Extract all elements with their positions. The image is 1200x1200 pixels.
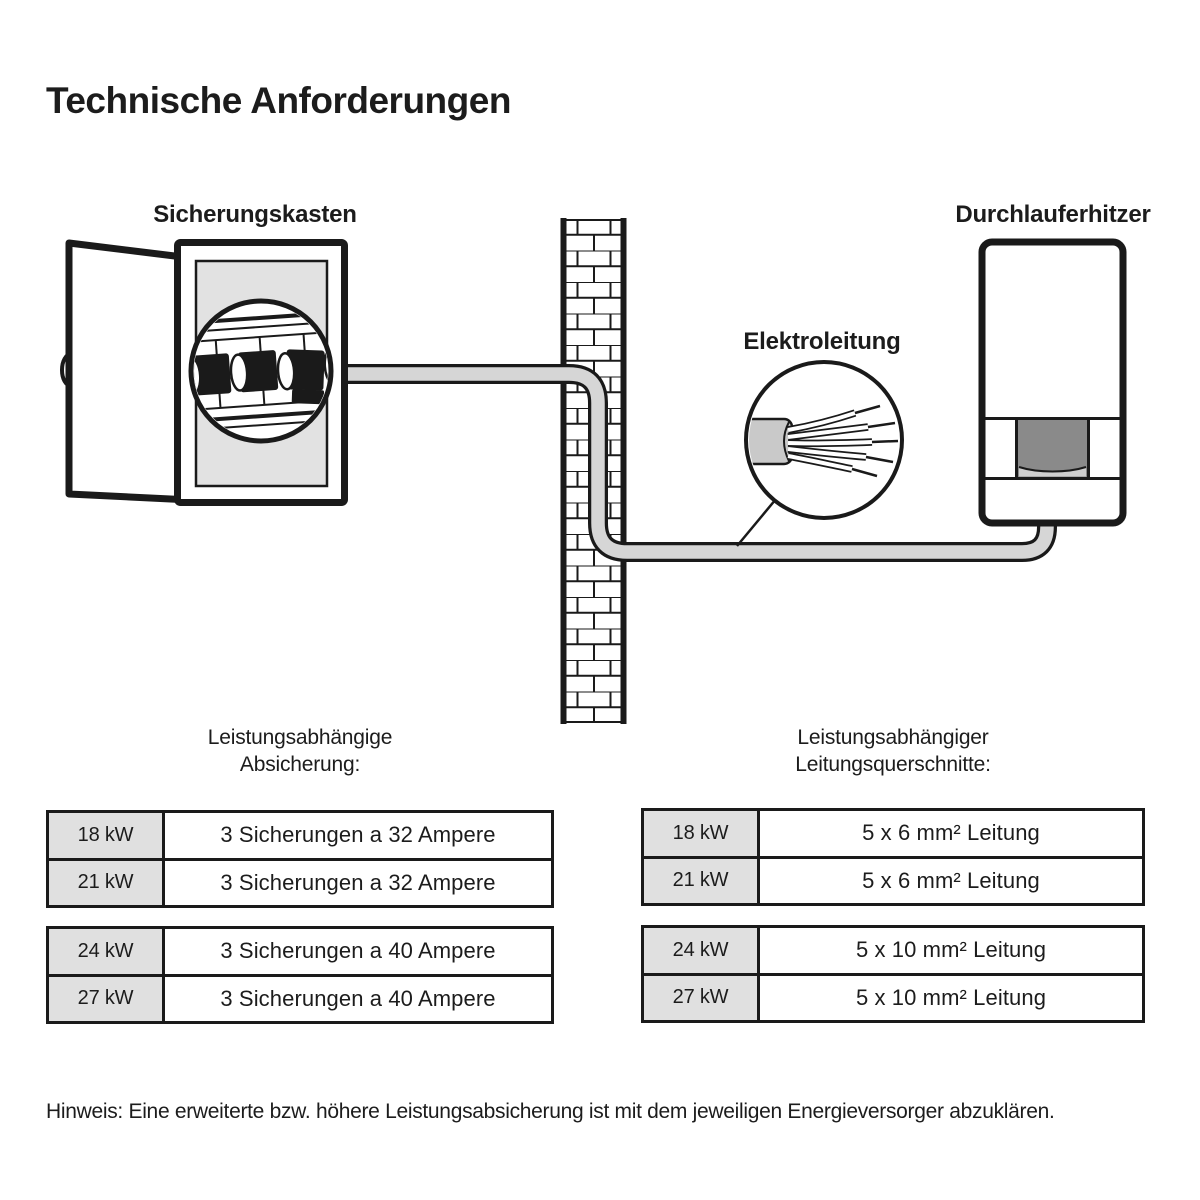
table-row: [49, 813, 551, 858]
power-cell: 27 kW: [644, 976, 760, 1021]
power-cell: 24 kW: [644, 928, 760, 973]
page-title: Technische Anforderungen: [46, 80, 511, 121]
cable-label: Elektroleitung: [743, 328, 901, 355]
power-cell: 21 kW: [49, 861, 165, 906]
power-cable-icon: [345, 374, 1047, 552]
cross-section-table-group1: [641, 808, 1145, 906]
value-cell: 5 x 6 mm² Leitung: [862, 867, 1040, 893]
cross-section-table-heading: [641, 724, 1145, 778]
value-cell: 3 Sicherungen a 32 Ampere: [220, 822, 496, 848]
value-cell: 5 x 10 mm² Leitung: [855, 937, 1047, 963]
table-row: [49, 858, 551, 906]
fuse-box-icon: [62, 243, 374, 503]
value-cell: 3 Sicherungen a 40 Ampere: [220, 938, 496, 964]
table-row: [644, 856, 1142, 904]
cross-section-heading-line1: Leistungsabhängiger: [797, 726, 989, 749]
cross-section-heading-line2: Leitungsquerschnitte:: [795, 753, 991, 776]
fusing-table-group1: [46, 810, 554, 908]
power-cell: 27 kW: [49, 977, 165, 1022]
cable-detail-icon: [738, 362, 902, 518]
fuse-box-label: Sicherungskasten: [153, 201, 357, 228]
value-cell: 3 Sicherungen a 32 Ampere: [220, 869, 496, 895]
power-cell: 18 kW: [644, 811, 760, 856]
value-cell: 5 x 10 mm² Leitung: [855, 984, 1047, 1010]
power-cell: 21 kW: [644, 859, 760, 904]
table-row: [49, 974, 551, 1022]
cross-section-table-group2: [641, 925, 1145, 1023]
fusing-table-group2: [46, 926, 554, 1024]
power-cell: 18 kW: [49, 813, 165, 858]
value-cell: 3 Sicherungen a 40 Ampere: [220, 985, 496, 1011]
table-row: [644, 973, 1142, 1021]
fusing-heading-line2: Absicherung:: [239, 753, 361, 776]
table-row: [49, 929, 551, 974]
fusing-table-heading: [46, 724, 554, 778]
fusing-heading-line1: Leistungsabhängige: [207, 726, 393, 749]
power-cell: 24 kW: [49, 929, 165, 974]
value-cell: 5 x 6 mm² Leitung: [862, 820, 1040, 846]
water-heater-icon: [982, 242, 1123, 523]
cable-detail-leader-line: [737, 499, 776, 546]
water-heater-label: Durchlauferhitzer: [955, 201, 1151, 228]
table-row: [644, 811, 1142, 856]
table-row: [644, 928, 1142, 973]
footnote: Hinweis: Eine erweiterte bzw. höhere Leistungsabsicherung ist mit dem jeweiligen Energieversorger abzuklären.: [46, 1100, 1055, 1123]
